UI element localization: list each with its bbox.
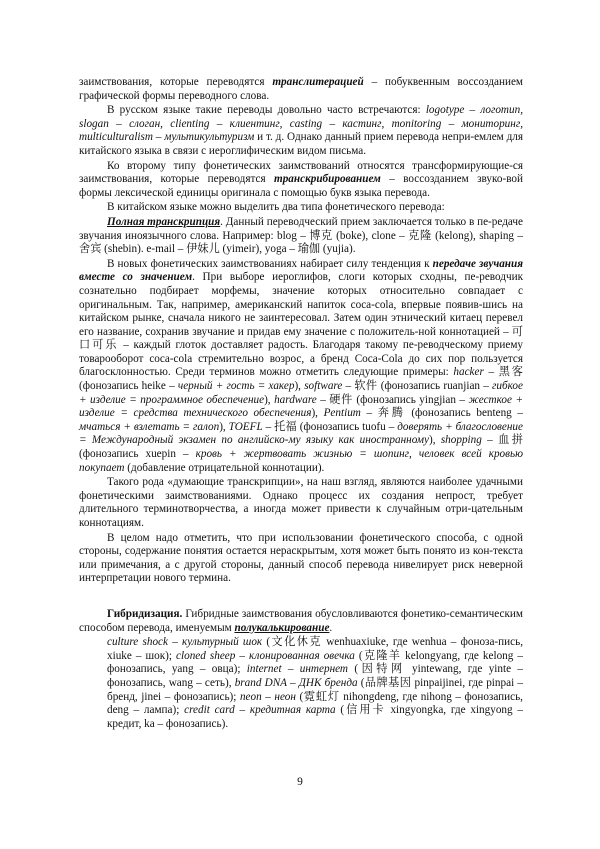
text-run: В русском языке такие переводы довольно часто встречаются:: [107, 104, 426, 117]
text-run: кровь + жертвовать жизнью = шопинг, человек всей кровью покупает: [79, 448, 523, 474]
text-run: hacker: [453, 366, 484, 379]
text-run: shopping: [440, 434, 482, 447]
text-run: software: [304, 380, 343, 393]
paragraph-p3: [79, 160, 523, 201]
text-run: – 硬件 (фонозапись yingjian –: [316, 393, 469, 406]
text-run: ),: [311, 407, 324, 420]
text-run: (克隆羊 kelongyang, где kelong – фонозапись, yang – овца);: [107, 649, 523, 676]
text-run: транслитерацией: [272, 76, 364, 88]
text-run: culture shock – культурный шок: [107, 636, 263, 649]
paragraph-p8: [79, 532, 523, 586]
page-number: 9: [297, 776, 303, 788]
paragraph-p6: [79, 258, 523, 476]
text-run: (霓虹灯 nihongdeng, где nihong – фонозапись, deng – лампа);: [107, 690, 523, 717]
text-run: Гибридные заимствования обусловливаются фонетико-семантическим способом перевода, именуемым: [79, 607, 523, 634]
page-body: [79, 76, 523, 731]
text-run: – воссозданием звуко-вой формы лексической единицы оригинала с помощью букв языка перевода.: [79, 173, 523, 199]
paragraph-p5: [79, 216, 523, 257]
text-run: logotype – логотип, slogan – слоган, clienting – клиентинг, casting – кастинг, monitoring – мониторинг, multiculturalism – мультикультуризм: [79, 104, 523, 144]
text-run: TOEFL: [228, 420, 263, 433]
text-run: Полная транскрипция: [107, 215, 221, 228]
text-run: В новых фонетических заимствованиях набирает силу тенденция к: [107, 257, 433, 270]
text-run: brand DNA – ДНК бренда: [234, 676, 358, 689]
text-run: neon – неон: [239, 690, 296, 703]
paragraph-p1: [79, 76, 523, 103]
text-run: ),: [294, 380, 305, 393]
text-run: передаче звучания вместе со значением: [79, 257, 523, 284]
text-run: – побуквенным воссозданием графической формы переводного слова.: [79, 76, 523, 102]
text-run: В китайском языке можно выделить два типа фонетического перевода:: [107, 201, 445, 214]
text-run: . Данный переводческий прием заключается только в пе-редаче звучания иноязычного слова. Например: blog – 博克 (boke), clone – 克隆 (kelong), shaping – 舍宾 (shebin). e-mail – 伊妹儿 (yimeir), yoga – 瑜伽 (yujia).: [79, 215, 523, 256]
text-run: транскрибированием: [274, 173, 381, 186]
text-run: – 黑客 (фонозапись heike –: [79, 366, 523, 393]
text-run: internet – интернет: [246, 663, 349, 676]
text-run: Гибридизация.: [107, 607, 183, 620]
paragraph-p9: [79, 608, 523, 635]
text-run: жесткое + изделие = средства технического обеспечения: [79, 393, 523, 420]
text-run: – 托福 (фонозапись tuofu –: [262, 420, 398, 433]
text-run: (文化休克 wenhuaxiuke, где wenhua – фоноза-пись, xiuke – шок);: [107, 636, 523, 662]
text-run: (добавление отрицательной коннотации).: [124, 461, 325, 474]
text-run: заимствования, которые переводятся: [79, 76, 273, 88]
text-run: .: [329, 621, 333, 634]
text-run: cloned sheep – клонированная овечка: [176, 649, 355, 662]
text-run: hardware: [274, 393, 317, 406]
text-run: ),: [219, 420, 229, 433]
text-run: credit card – кредитная карта: [184, 704, 336, 717]
text-run: ),: [264, 393, 275, 406]
text-run: (信用卡 xingyongka, где xingyong – кредит, ka – фонозапись).: [107, 704, 523, 730]
text-run: доверять + благословение = Международный экзамен по английско-му языку как иностранному: [79, 420, 523, 447]
text-run: ),: [428, 434, 441, 447]
text-run: полукалькирование: [234, 621, 330, 634]
text-run: В целом надо отметить, что при использовании фонетического способа, с одной стороны, содержание понятия остается нераскрытым, хотя может быть понято из кон-текста или примечания, а с другой стороны, данный способ перевода нивелирует риск неверной интерпретации нового термина.: [79, 531, 523, 585]
text-run: – 血拼 (фонозапись xuepin –: [79, 434, 523, 461]
text-run: . При выборе иероглифов, слоги которых сходны, пе-реводчик сознательно подбирает морфемы, значение которых относительно совпадает с оригинальным. Так, например, американский напиток coca-cola, впервые появив-шись на китайском рынке, сначала никого не заинтересовал. Затем один этнический китаец перевел его название, сохранив звучание и придав ему значение с положитель-ной коннотацией – 可口可乐 – каждый глоток доставляет радость. Благодаря такому пе-реводческому приему товарооборот coca-cola стремительно возрос, а бренд Coca-Cola до сих пор пользуется благосклонностью. Среди терминов можно отметить следующие примеры:: [79, 271, 524, 379]
paragraph-p7: [79, 476, 523, 530]
text-run: Такого рода «думающие транскрипции», на наш взгляд, являются наиболее удачными фонетическими заимствованиями. Однако процесс их создания непрост, требует длительного терминотворчества, а иногда может привести к случайным отри-цательным коннотациям.: [79, 476, 523, 529]
paragraph-p4: [79, 201, 523, 215]
text-run: – 奔腾 (фонозапись benteng –: [360, 407, 523, 420]
text-run: (因特网 yintewang, где yinte – фонозапись, wang – сеть),: [107, 663, 523, 689]
text-run: (品牌基因 pinpaijinei, где pinpai – бренд, jinei – фонозапись);: [107, 676, 523, 703]
text-run: черный + гость = хакер: [177, 380, 295, 393]
paragraph-p10: [107, 636, 523, 731]
paragraph-p2: [79, 104, 523, 158]
text-run: гибкое + изделие = программное обеспечение: [79, 380, 523, 406]
text-run: мчаться + взлетать = галоп: [79, 420, 220, 433]
text-run: Pentium: [323, 407, 361, 420]
text-run: Ко второму типу фонетических заимствований относятся трансформирующие-ся заимствования, которые переводятся: [79, 159, 523, 186]
text-run: – 软件 (фонозапись ruanjian –: [342, 380, 493, 393]
text-run: и т. д. Однако данный прием перевода непри-емлем для китайского языка в связи с иероглифическим видом письма.: [79, 131, 524, 157]
